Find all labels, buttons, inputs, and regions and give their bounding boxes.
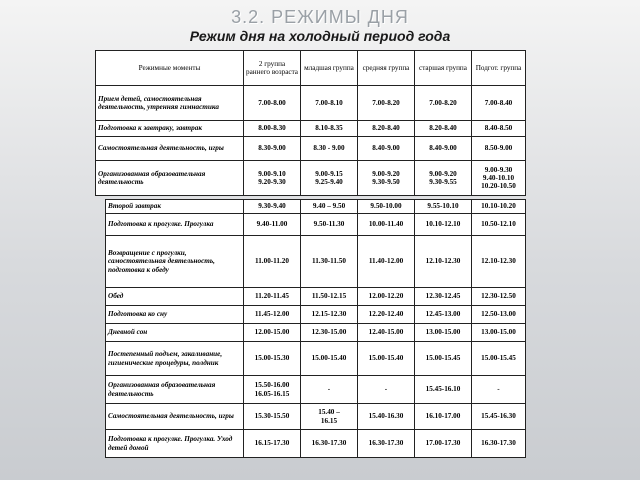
time-cell: 8.30 - 9.00: [301, 137, 358, 161]
time-cell: 11.00-11.20: [244, 236, 301, 288]
time-cell: 8.40-9.00: [415, 137, 472, 161]
time-cell: 12.20-12.40: [358, 306, 415, 324]
table-row: [96, 86, 526, 121]
time-cell: 13.00-15.00: [472, 324, 526, 342]
time-cell: 11.30-11.50: [301, 236, 358, 288]
time-cell: 12.45-13.00: [415, 306, 472, 324]
table-row: [106, 324, 526, 342]
time-cell: 12.10-12.30: [415, 236, 472, 288]
time-cell: 16.30-17.30: [472, 430, 526, 458]
time-cell: 10.00-11.40: [358, 214, 415, 236]
activity-cell: Организованная образовательная деятельность: [106, 376, 244, 404]
time-cell: 9.55-10.10: [415, 200, 472, 214]
time-cell: 15.00-15.45: [415, 342, 472, 376]
time-cell: 11.20-11.45: [244, 288, 301, 306]
time-cell: 8.40-9.00: [358, 137, 415, 161]
activity-cell: Самостоятельная деятельность, игры: [106, 404, 244, 430]
time-cell: 9.40-11.00: [244, 214, 301, 236]
time-cell: 10.10-10.20: [472, 200, 526, 214]
time-cell: 11.45-12.00: [244, 306, 301, 324]
time-cell: 15.40-16.30: [358, 404, 415, 430]
header-row: [96, 51, 526, 86]
table-row: [106, 288, 526, 306]
time-cell: 15.00-15.30: [244, 342, 301, 376]
activity-cell: Подготовка к завтраку, завтрак: [96, 121, 244, 137]
table-row: [106, 200, 526, 214]
time-cell: 15.45-16.10: [415, 376, 472, 404]
time-cell: 15.00-15.40: [358, 342, 415, 376]
time-cell: 13.00-15.00: [415, 324, 472, 342]
time-cell: 9.00-9.10 9.20-9.30: [244, 161, 301, 196]
time-cell: 8.40-8.50: [472, 121, 526, 137]
time-cell: 15.00-15.40: [301, 342, 358, 376]
time-cell: 8.50-9.00: [472, 137, 526, 161]
header-group: средняя группа: [358, 51, 415, 86]
activity-cell: Подготовка к прогулке. Прогулка. Уход детей домой: [106, 430, 244, 458]
header-group: 2 группа раннего возраста: [244, 51, 301, 86]
time-cell: 16.15-17.30: [244, 430, 301, 458]
time-cell: 7.00-8.00: [244, 86, 301, 121]
time-cell: 10.50-12.10: [472, 214, 526, 236]
table-row: [106, 342, 526, 376]
time-cell: 12.10-12.30: [472, 236, 526, 288]
time-cell: 7.00-8.10: [301, 86, 358, 121]
time-cell: 11.50-12.15: [301, 288, 358, 306]
time-cell: 16.10-17.00: [415, 404, 472, 430]
time-cell: 9.00-9.15 9.25-9.40: [301, 161, 358, 196]
header-group: Подгот. группа: [472, 51, 526, 86]
activity-cell: Дневной сон: [106, 324, 244, 342]
table-row: [96, 161, 526, 196]
schedule-table-top: [95, 50, 526, 196]
table-row: [106, 376, 526, 404]
time-cell: 12.30-12.45: [415, 288, 472, 306]
schedule-table-bottom: [105, 199, 526, 458]
time-cell: 15.50-16.00 16.05-16.15: [244, 376, 301, 404]
header-group: старшая группа: [415, 51, 472, 86]
time-cell: -: [301, 376, 358, 404]
activity-cell: Постепенный подъем, закаливание, гигиенические процедуры, полдник: [106, 342, 244, 376]
time-cell: 12.00-12.20: [358, 288, 415, 306]
table-row: [106, 214, 526, 236]
header-activity: Режимные моменты: [96, 51, 244, 86]
time-cell: 9.00-9.20 9.30-9.50: [358, 161, 415, 196]
header-group: младшая группа: [301, 51, 358, 86]
time-cell: 15.40 – 16.15: [301, 404, 358, 430]
time-cell: 12.00-15.00: [244, 324, 301, 342]
time-cell: 8.20-8.40: [415, 121, 472, 137]
table-row: [106, 404, 526, 430]
time-cell: 16.30-17.30: [358, 430, 415, 458]
time-cell: 12.40-15.00: [358, 324, 415, 342]
time-cell: 12.30-15.00: [301, 324, 358, 342]
time-cell: 9.40 – 9.50: [301, 200, 358, 214]
time-cell: -: [358, 376, 415, 404]
time-cell: 7.00-8.20: [358, 86, 415, 121]
activity-cell: Прием детей, самостоятельная деятельность, утренняя гимнастика: [96, 86, 244, 121]
slide-title: 3.2. РЕЖИМЫ ДНЯ: [231, 7, 409, 27]
time-cell: -: [472, 376, 526, 404]
time-cell: 7.00-8.40: [472, 86, 526, 121]
table-row: [96, 121, 526, 137]
table-row: [96, 137, 526, 161]
table-row: [106, 236, 526, 288]
time-cell: 8.00-8.30: [244, 121, 301, 137]
time-cell: 12.30-12.50: [472, 288, 526, 306]
time-cell: 12.15-12.30: [301, 306, 358, 324]
time-cell: 11.40-12.00: [358, 236, 415, 288]
activity-cell: Обед: [106, 288, 244, 306]
time-cell: 16.30-17.30: [301, 430, 358, 458]
time-cell: 9.50-10.00: [358, 200, 415, 214]
time-cell: 8.10-8.35: [301, 121, 358, 137]
time-cell: 9.50-11.30: [301, 214, 358, 236]
time-cell: 10.10-12.10: [415, 214, 472, 236]
activity-cell: Подготовка к прогулке. Прогулка: [106, 214, 244, 236]
time-cell: 8.30-9.00: [244, 137, 301, 161]
time-cell: 9.30-9.40: [244, 200, 301, 214]
activity-cell: Самостоятельная деятельность, игры: [96, 137, 244, 161]
time-cell: 8.20-8.40: [358, 121, 415, 137]
slide-subtitle: Режим дня на холодный период года: [189, 28, 451, 44]
time-cell: 15.45-16.30: [472, 404, 526, 430]
time-cell: 12.50-13.00: [472, 306, 526, 324]
time-cell: 7.00-8.20: [415, 86, 472, 121]
time-cell: 9.00-9.30 9.40-10.10 10.20-10.50: [472, 161, 526, 196]
table-row: [106, 430, 526, 458]
time-cell: 9.00-9.20 9.30-9.55: [415, 161, 472, 196]
time-cell: 17.00-17.30: [415, 430, 472, 458]
activity-cell: Возвращение с прогулки, самостоятельная деятельность, подготовка к обеду: [106, 236, 244, 288]
table-row: [106, 306, 526, 324]
time-cell: 15.30-15.50: [244, 404, 301, 430]
activity-cell: Второй завтрак: [106, 200, 244, 214]
activity-cell: Организованная образовательная деятельность: [96, 161, 244, 196]
activity-cell: Подготовка ко сну: [106, 306, 244, 324]
time-cell: 15.00-15.45: [472, 342, 526, 376]
